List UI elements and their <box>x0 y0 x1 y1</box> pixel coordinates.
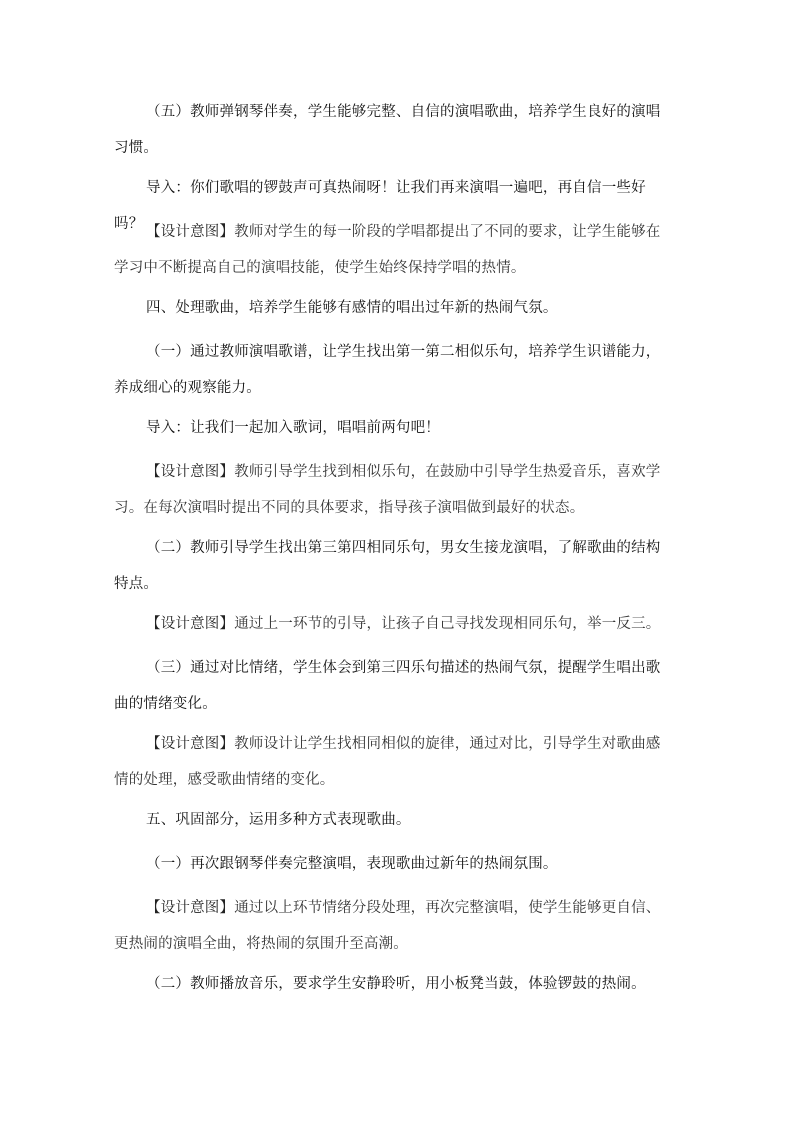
paragraph-five-2 <box>114 966 674 1002</box>
paragraph-text: （一）通过教师演唱歌谱，让学生找出第一第二相似乐句，培养学生识谱能力，养成细心的观察能力。 <box>114 344 661 396</box>
design-intent-1 <box>114 214 674 286</box>
paragraph-four-3 <box>114 650 674 722</box>
design-intent-2 <box>114 454 674 526</box>
design-intent-tag: 【设计意图】 <box>146 736 235 752</box>
design-intent-tag: 【设计意图】 <box>146 464 235 480</box>
paragraph-text: 五、巩固部分，运用多种方式表现歌曲。 <box>146 812 411 828</box>
design-intent-4 <box>114 726 674 798</box>
paragraph-text: 通过以上环节情绪分段处理，再次完整演唱，使学生能够更自信、更热闹的演唱全曲，将热闹的氛围升至高潮。 <box>114 900 661 952</box>
paragraph-section-5 <box>114 94 674 166</box>
heading-section-four <box>114 290 674 326</box>
paragraph-text: （一）再次跟钢琴伴奏完整演唱，表现歌曲过新年的热闹氛围。 <box>146 856 558 872</box>
paragraph-four-2 <box>114 530 674 602</box>
paragraph-five-1 <box>114 846 674 882</box>
design-intent-tag: 【设计意图】 <box>146 224 235 240</box>
design-intent-tag: 【设计意图】 <box>146 616 235 632</box>
paragraph-text: 教师设计让学生找相同相似的旋律，通过对比，引导学生对歌曲感情的处理，感受歌曲情绪的变化。 <box>114 736 661 788</box>
paragraph-text: 导入：你们歌唱的锣鼓声可真热闹呀！让我们再来演唱一遍吧，再自信一些好吗？ <box>114 180 646 232</box>
paragraph-intro-2 <box>114 410 674 446</box>
paragraph-text: （二）教师播放音乐，要求学生安静聆听，用小板凳当鼓，体验锣鼓的热闹。 <box>146 976 646 992</box>
paragraph-text: （五）教师弹钢琴伴奏，学生能够完整、自信的演唱歌曲，培养学生良好的演唱习惯。 <box>114 104 661 156</box>
paragraph-text: （三）通过对比情绪，学生体会到第三四乐句描述的热闹气氛，提醒学生唱出歌曲的情绪变化。 <box>114 660 661 712</box>
paragraph-text: 教师引导学生找到相似乐句，在鼓励中引导学生热爱音乐，喜欢学习。在每次演唱时提出不同的具体要求，指导孩子演唱做到最好的状态。 <box>114 464 661 516</box>
design-intent-5 <box>114 890 674 962</box>
paragraph-text: 四、处理歌曲，培养学生能够有感情的唱出过年新的热闹气氛。 <box>146 300 558 316</box>
paragraph-text: 导入：让我们一起加入歌词，唱唱前两句吧！ <box>146 420 440 436</box>
paragraph-four-1 <box>114 334 674 406</box>
paragraph-text: 教师对学生的每一阶段的学唱都提出了不同的要求，让学生能够在学习中不断提高自己的演唱技能，使学生始终保持学唱的热情。 <box>114 224 661 276</box>
heading-section-five <box>114 802 674 838</box>
paragraph-text: （二）教师引导学生找出第三第四相同乐句，男女生接龙演唱，了解歌曲的结构特点。 <box>114 540 661 592</box>
design-intent-3 <box>114 606 674 642</box>
design-intent-tag: 【设计意图】 <box>146 900 235 916</box>
paragraph-text: 通过上一环节的引导，让孩子自己寻找发现相同乐句，举一反三。 <box>234 616 661 632</box>
